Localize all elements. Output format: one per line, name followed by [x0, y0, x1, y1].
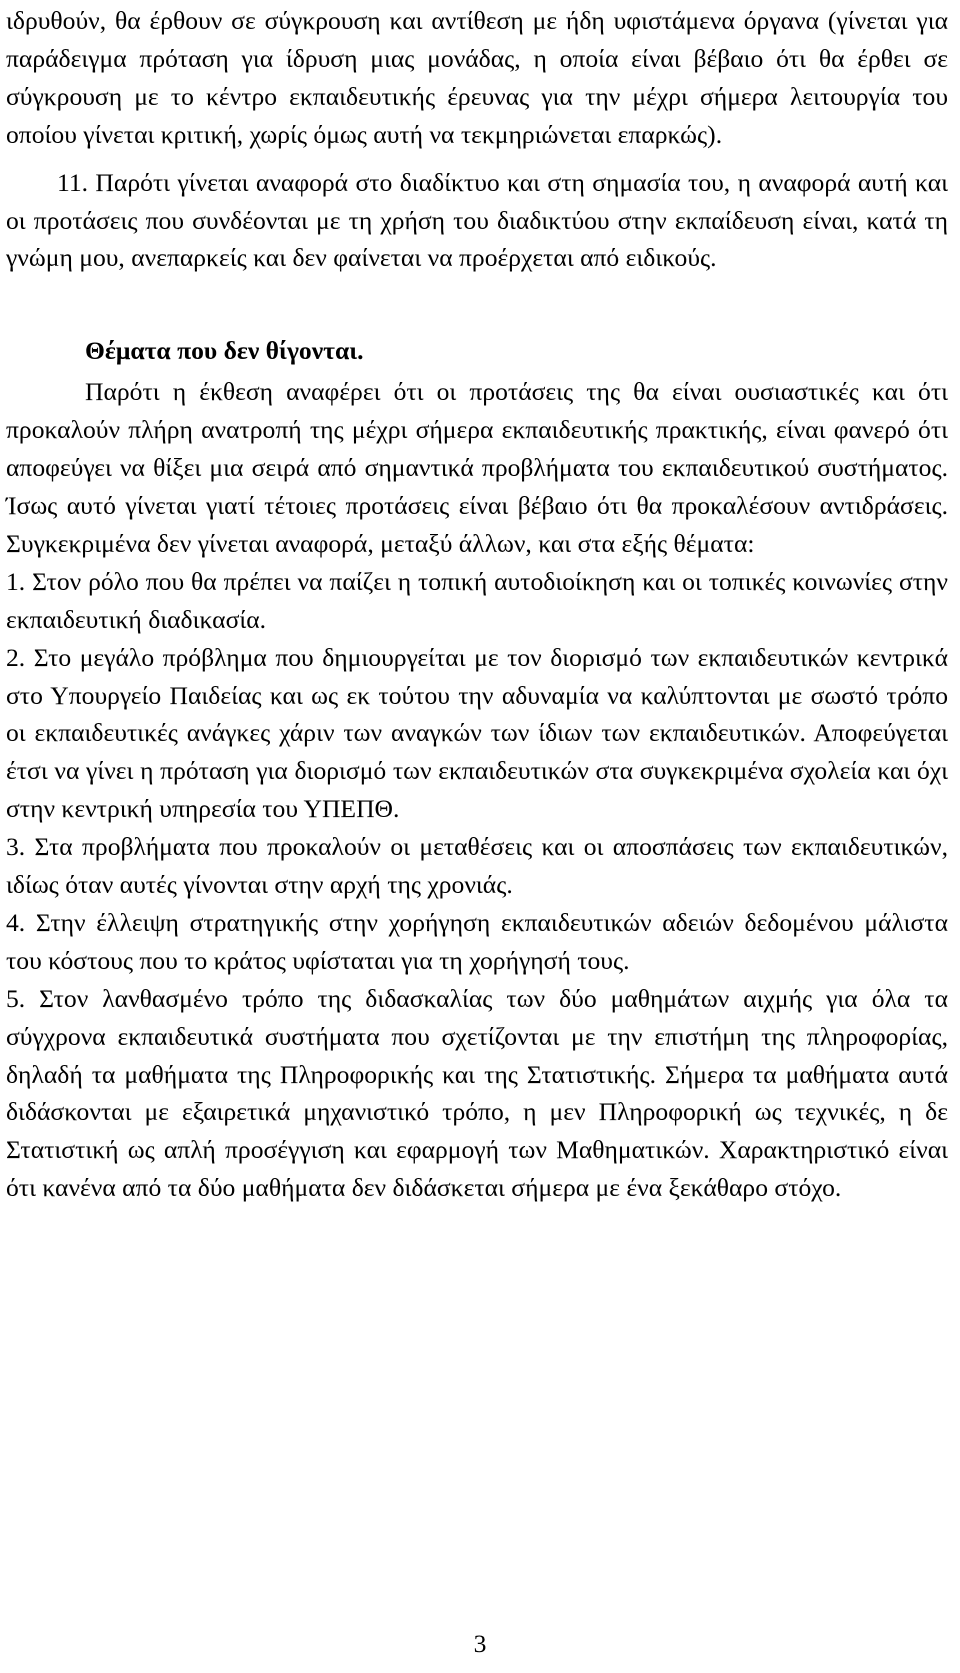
list-item: 3. Στα προβλήματα που προκαλούν οι μεταθέσεις και οι αποσπάσεις των εκπαιδευτικών, ιδίως όταν αυτές γίνονται στην αρχή της χρονιάς.	[6, 832, 948, 900]
list-item: 5. Στον λανθασμένο τρόπο της διδασκαλίας των δύο μαθημάτων αιχμής για όλα τα σύγχρονα εκπαιδευτικά συστήματα που σχετίζονται με την επιστήμη της πληροφορίας, δηλαδή τα μαθήματα της Πληροφορικής και της Στατιστικής. Σήμερα τα μαθήματα αυτά διδάσκονται με εξαιρετικά μηχανιστικό τρόπο, η μεν Πληροφορική ως τεχνικές, η δε Στατιστική ως απλή προσέγγιση και εφαρμογή των Μαθηματικών. Χαρακτηριστικό είναι ότι κανένα από τα δύο μαθήματα δεν διδάσκεται σήμερα με ένα ξεκάθαρο στόχο.	[6, 983, 948, 1203]
list-item: 1. Στον ρόλο που θα πρέπει να παίζει η τοπική αυτοδιοίκηση και οι τοπικές κοινωνίες στην εκπαιδευτική διαδικασία.	[6, 566, 948, 634]
section-heading: Θέματα που δεν θίγονται.	[85, 336, 364, 366]
continuation-paragraph: ιδρυθούν, θα έρθουν σε σύγκρουση και αντίθεση με ήδη υφιστάμενα όργανα (γίνεται για παράδειγμα πρόταση για ίδρυση μιας μονάδας, η οποία είναι βέβαιο ότι θα έρθει σε σύγκρουση με το κέντρο εκπαιδευτικής έρευνας για την μέχρι σήμερα λειτουργία του οποίου γίνεται κριτική, χωρίς όμως αυτή να τεκμηριώνεται επαρκώς).	[6, 6, 948, 149]
list-item: 2. Στο μεγάλο πρόβλημα που δημιουργείται με τον διορισμό των εκπαιδευτικών κεντρικά στο Υπουργείο Παιδείας και ως εκ τούτου την αδυναμία να καλύπτονται με σωστό τρόπο οι εκπαιδευτικές ανάγκες χάριν των αναγκών των ίδιων των εκπαιδευτικών. Αποφεύγεται έτσι να γίνει η πρόταση για διορισμό των εκπαιδευτικών στα συγκεκριμένα σχολεία και όχι στην κεντρική υπηρεσία του ΥΠΕΠΘ.	[6, 642, 948, 824]
page-number: 3	[473, 1629, 487, 1658]
point-11-paragraph: 11. Παρότι γίνεται αναφορά στο διαδίκτυο και στη σημασία του, η αναφορά αυτή και οι προτάσεις που συνδέονται με τη χρήση του διαδικτύου στην εκπαίδευση είναι, κατά τη γνώμη μου, ανεπαρκείς και δεν φαίνεται να προέρχεται από ειδικούς.	[6, 167, 948, 273]
section-intro-paragraph: Παρότι η έκθεση αναφέρει ότι οι προτάσεις της θα είναι ουσιαστικές και ότι προκαλούν πλήρη ανατροπή της μέχρι σήμερα εκπαιδευτικής πρακτικής, είναι φανερό ότι αποφεύγει να θίξει μια σειρά από σημαντικά προβλήματα του εκπαιδευτικού συστήματος. Ίσως αυτό γίνεται γιατί τέτοιες προτάσεις είναι βέβαιο ότι θα προκαλέσουν αντιδράσεις. Συγκεκριμένα δεν γίνεται αναφορά, μεταξύ άλλων, και στα εξής θέματα:	[6, 377, 948, 558]
document-page	[6, 0, 948, 1207]
list-item: 4. Στην έλλειψη στρατηγικής στην χορήγηση εκπαιδευτικών αδειών δεδομένου μάλιστα του κόστους που το κράτος υφίσταται για τη χορήγησή τους.	[6, 907, 948, 975]
